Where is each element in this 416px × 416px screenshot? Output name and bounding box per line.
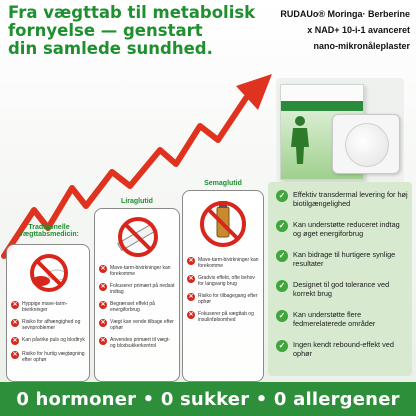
comparison-box-liraglutid — [94, 208, 180, 382]
column-1-label: Traditionelle vægttabsmedicin: — [19, 224, 79, 238]
check-icon: ✓ — [276, 220, 288, 232]
product-title-line-1: RUDAUo® Moringa· Berberine — [280, 9, 410, 19]
footer-text: 0 hormoner • 0 sukker • 0 allergener — [16, 388, 400, 410]
cross-icon: ✕ — [100, 320, 106, 326]
list-item: ✕ Fokuserer på vægttab og insulinfølsomhed — [188, 311, 254, 323]
list-item: ✕ Risiko for hurtig vægtøgning efter ophør — [12, 351, 85, 363]
product-title-line-3: nano-mikronåleplaster — [313, 41, 410, 51]
cross-icon: ✕ — [188, 312, 194, 318]
product-title-line-2: x NAD+ 10-i-1 avanceret — [307, 25, 410, 35]
list-item: ✕ Fokuserer primært på nedsat indtag — [100, 283, 175, 295]
product-image — [276, 78, 404, 186]
comparison-box-semaglutid — [182, 190, 264, 382]
cons-list-traditional — [11, 301, 86, 369]
column-2-label: Liraglutid — [121, 198, 153, 205]
headline-line-2: fornyelse — genstart — [8, 21, 203, 40]
check-icon: ✓ — [276, 250, 288, 262]
cons-list-liraglutid — [99, 265, 176, 355]
cross-icon: ✕ — [12, 302, 18, 308]
cross-icon: ✕ — [12, 320, 18, 326]
cross-icon: ✕ — [188, 258, 194, 264]
pills-prohibited-icon — [13, 251, 83, 295]
benefits-panel — [268, 182, 412, 376]
list-item: ✕ Vægt kan vende tilbage efter ophør — [100, 319, 174, 331]
list-item: ✕ Risiko for tilbagegang efter ophør — [188, 293, 258, 305]
list-item: ✕ Risiko for afhængighed og sevnproblemer — [12, 319, 81, 331]
benefit-item: ✓ Designet til god tolerance ved korrekt brug — [276, 280, 408, 298]
benefit-item: ✓ Effektiv transdermal levering for høj biotilgængelighed — [276, 190, 408, 208]
cross-icon: ✕ — [100, 302, 106, 308]
check-icon: ✓ — [276, 190, 288, 202]
cross-icon: ✕ — [12, 338, 18, 344]
check-icon: ✓ — [276, 280, 288, 292]
cons-list-semaglutid — [187, 257, 260, 329]
list-item: ✕ Gradvis effekt, ofte behov for langvarig brug — [188, 275, 255, 287]
cross-icon: ✕ — [12, 352, 18, 358]
benefit-item: ✓ Kan bidrage til hurtigere synlige resultater — [276, 250, 408, 268]
check-icon: ✓ — [276, 340, 288, 352]
column-3-label: Semaglutid — [204, 180, 242, 187]
cross-icon: ✕ — [188, 294, 194, 300]
list-item: ✕ Mave-tarm-bivirkninger kan forekomme — [100, 265, 171, 277]
benefit-item: ✓ Kan understøtte reduceret indtag og øget energiforbrug — [276, 220, 408, 238]
cross-icon: ✕ — [100, 338, 106, 344]
benefit-item: ✓ Kan understøtte flere fedmerelaterede områder — [276, 310, 408, 328]
cross-icon: ✕ — [100, 284, 106, 290]
list-item: ✕ Hyppige mave-tarm-bivirkninger — [12, 301, 68, 313]
headline-line-3: din samlede sundhed. — [8, 39, 213, 58]
list-item: ✕ Mave-tarm-bivirkninger kan forekomme — [188, 257, 259, 269]
benefit-item: ✓ Ingen kendt rebound-effekt ved ophør — [276, 340, 408, 358]
list-item: ✕ Kan påvirke puls og blodtryk — [12, 337, 85, 344]
cross-icon: ✕ — [100, 266, 106, 272]
comparison-box-traditional — [6, 244, 90, 382]
list-item: ✕ Begrænset effekt på energiforbrug — [100, 301, 155, 313]
headline — [8, 4, 258, 58]
vial-prohibited-icon — [189, 197, 257, 251]
list-item: ✕ Anvendes primært til vægt- og blodsukkerkontrol — [100, 337, 171, 349]
footer-banner — [0, 382, 416, 416]
body-silhouette-icon — [289, 115, 311, 165]
cross-icon: ✕ — [188, 276, 194, 282]
patch-icon — [345, 123, 389, 167]
patch-pack — [332, 114, 400, 174]
syringe-prohibited-icon — [101, 215, 173, 259]
product-title — [260, 6, 410, 54]
check-icon: ✓ — [276, 310, 288, 322]
headline-line-1: Fra vægttab til metabolisk — [8, 3, 256, 22]
